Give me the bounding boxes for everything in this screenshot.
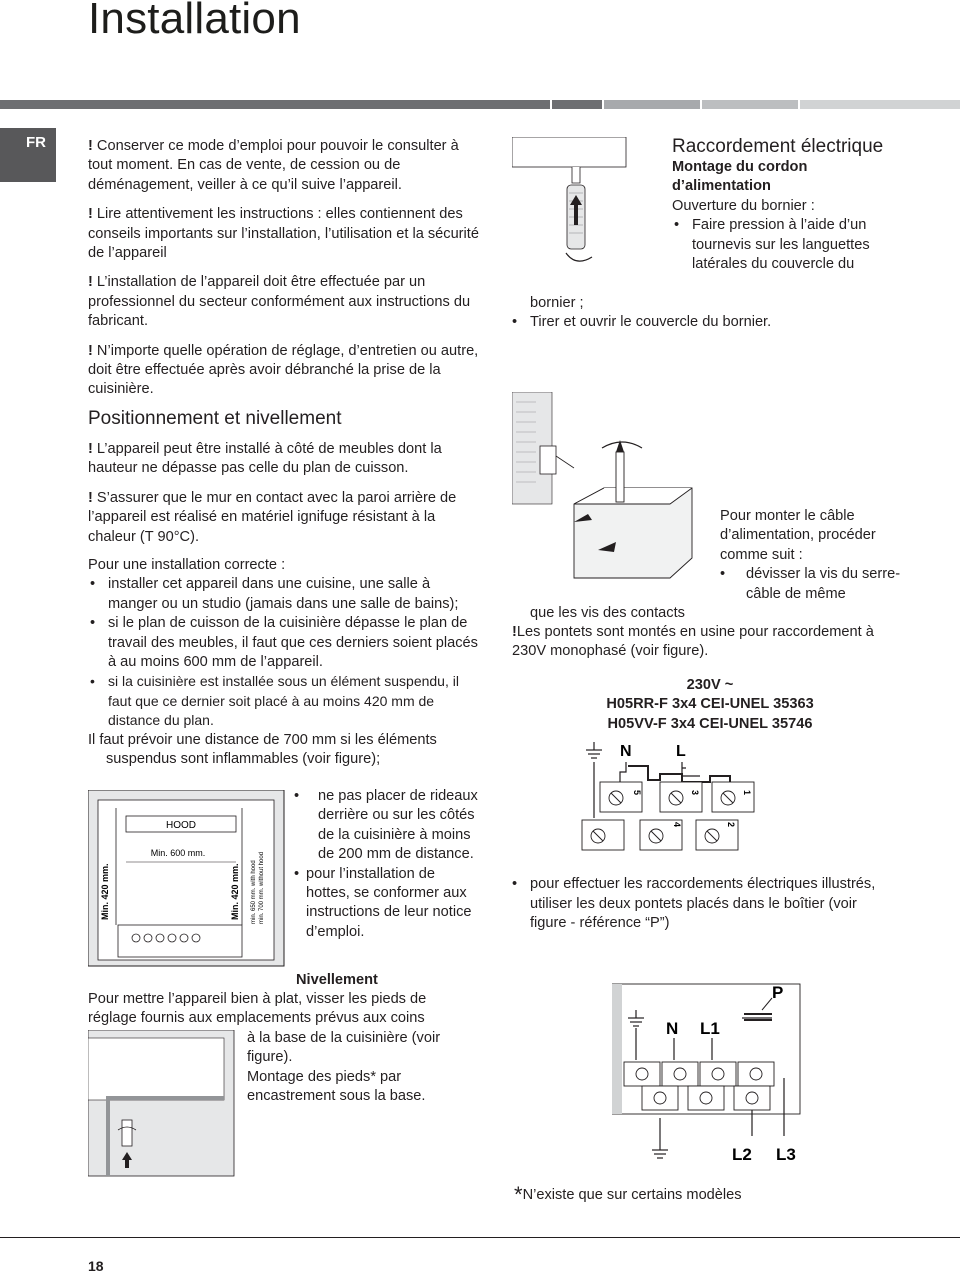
side-bullets (294, 787, 480, 942)
raccord-bullet: • pour effectuer les raccordements électriques illustrés, utiliser les deux pontets placés dans le boîtier (voir figure - référence “P”) (512, 875, 886, 933)
distance-line: suspendus sont inflammables (voir figure); (106, 751, 381, 768)
cable-spec-line: H05VV-F 3x4 CEI-UNEL 35746 (607, 715, 813, 732)
min600-label: Min. 600 mm. (150, 848, 206, 858)
install-bullet: • si la cuisinière est installée sous un élément suspendu, il faut que ce dernier soit placé à au moins 420 mm de distance du plan. (90, 672, 480, 730)
raccordement-section (672, 137, 892, 274)
pontets-text: !Les pontets sont montés en usine pour raccordement à 230V monophasé (voir figure). (512, 624, 874, 660)
nivellement-heading: Nivellement (296, 972, 378, 988)
header-bar-segment (552, 100, 602, 109)
min700-label: min. 700 mm. without hood (259, 851, 265, 924)
distance-line: Il faut prévoir une distance de 700 mm si les éléments (88, 731, 437, 748)
bridge-l1-label: L1 (700, 1019, 720, 1038)
terminal-l-label: L (676, 743, 686, 760)
leveling-foot-figure (88, 1030, 238, 1180)
cable-spec-line: 230V ~ (686, 677, 734, 693)
footnote-star: * (514, 1182, 523, 1207)
page-number: 18 (88, 1258, 104, 1274)
ground-icon (652, 1118, 668, 1158)
nivellement-indent-section (247, 1029, 469, 1107)
header-bar-segment (702, 100, 798, 109)
bridge-l2-label: L2 (732, 1145, 752, 1164)
language-tab-label: FR (26, 134, 46, 151)
intro-para: ! Conserver ce mode d’emploi pour pouvoir le consulter à tout moment. En cas de vente, de cession ou de déménagement, veiller à ce qu’il suive l’appareil. (88, 138, 459, 193)
header-bar-segment (0, 100, 550, 109)
bridge-n-label: N (666, 1019, 679, 1038)
terminal-number: 5 (632, 790, 642, 796)
intro-para: ! L’installation de l’appareil doit être effectuée par un professionnel du secteur conformément aux instructions du fabricant. (88, 274, 471, 330)
cable-spec-line: H05RR-F 3x4 CEI-UNEL 35363 (606, 696, 814, 713)
page-title: Installation (88, 0, 301, 43)
side-bullet: • pour l’installation de hottes, se conformer aux instructions de leur notice d’emploi. (294, 865, 480, 943)
header-bar-segment (800, 100, 960, 109)
terminal-number: 1 (742, 790, 752, 796)
que-les-vis-text: que les vis des contacts (530, 605, 685, 621)
side-bullet: • ne pas placer de rideaux derrière ou sur les côtés de la cuisinière à moins de 200 mm de distance. (294, 787, 480, 865)
bridge-l3-label: L3 (776, 1145, 796, 1164)
install-bullet: • installer cet appareil dans une cuisine, une salle à manger ou un studio (jamais dans une salle de bains); (90, 575, 480, 614)
montage-pieds: Montage des pieds* par encastrement sous la base. (247, 1068, 426, 1105)
header-bar (0, 100, 960, 109)
bridge-terminal-figure (612, 978, 808, 1168)
ground-icon (586, 742, 602, 758)
terminal-number: 2 (726, 822, 736, 828)
devisser-bullet: • dévisser la vis du serre-câble de même (720, 565, 920, 604)
nivellement-indent: à la base de la cuisinière (voir figure). (247, 1030, 441, 1066)
footnote (514, 1182, 742, 1207)
terminal-block-figure (578, 738, 768, 858)
intro-para: ! Lire attentivement les instructions : elles contiennent des conseils importants sur l’installation, l’utilisation et la sécurité de l’appareil (88, 206, 479, 262)
position-para: ! S’assurer que le mur en contact avec la paroi arrière de l’appareil est réalisé en matériel ignifuge résistant à la chaleur (T 90°C). (88, 489, 457, 545)
hood-label: HOOD (166, 820, 196, 831)
bridge-p-label: P (772, 983, 784, 1002)
intro-section (88, 137, 480, 410)
nivellement-section (88, 990, 480, 1029)
monter-cable-text: Pour monter le câble d’alimentation, procéder comme suit : (720, 508, 876, 563)
language-tab (0, 128, 56, 182)
position-section (88, 440, 480, 770)
raccordement-heading: Raccordement électrique (672, 136, 884, 157)
footer-rule (0, 1237, 960, 1238)
install-bullet: • si le plan de cuisson de la cuisinière dépasse le plan de travail des meubles, il faut que ces derniers soient placés à au moins 600 mm de l’appareil. (90, 614, 480, 672)
position-para: ! L’appareil peut être installé à côté de meubles dont la hauteur ne dépasse pas celle du plan de cuisson. (88, 441, 442, 477)
intro-para: ! N’importe quelle opération de réglage, d’entretien ou autre, doit être effectuée après avoir débranché la prise de la cuisinière. (88, 342, 479, 398)
cable-spec (512, 676, 908, 734)
ouverture-bullet: • Faire pression à l’aide d’un tournevis sur les languettes latérales du couvercle du (674, 216, 892, 274)
min650-label: min. 650 mm. with hood (251, 860, 257, 924)
screwdriver-icon (616, 440, 624, 502)
montage-cordon-heading: Montage du cordon d’alimentation (672, 159, 808, 195)
install-intro: Pour une installation correcte : (88, 557, 286, 574)
terminal-cover-figure (512, 137, 662, 277)
header-bar-segment (604, 100, 700, 109)
hood-distance-figure (88, 790, 288, 970)
nivellement-line: Pour mettre l’appareil bien à plat, visser les pieds de (88, 991, 427, 1007)
tirer-bullet: • Tirer et ouvrir le couvercle du bornier. (512, 313, 930, 332)
terminal-n-label: N (620, 743, 632, 760)
bornier-text: bornier ; (530, 295, 584, 311)
terminal-number: 4 (672, 822, 682, 828)
monter-cable-section (720, 507, 920, 604)
nivellement-line: réglage fournis aux emplacements prévus aux coins (88, 1010, 425, 1027)
ouverture-label: Ouverture du bornier : (672, 197, 815, 214)
screwdriver-figure (512, 392, 708, 592)
min420-right-label: Min. 420 mm. (230, 863, 240, 920)
terminal-number: 3 (690, 790, 700, 796)
footnote-text: N’existe que sur certains modèles (522, 1187, 742, 1203)
rotate-arrow-icon (566, 253, 592, 261)
min420-left-label: Min. 420 mm. (100, 863, 110, 920)
position-heading: Positionnement et nivellement (88, 408, 342, 429)
